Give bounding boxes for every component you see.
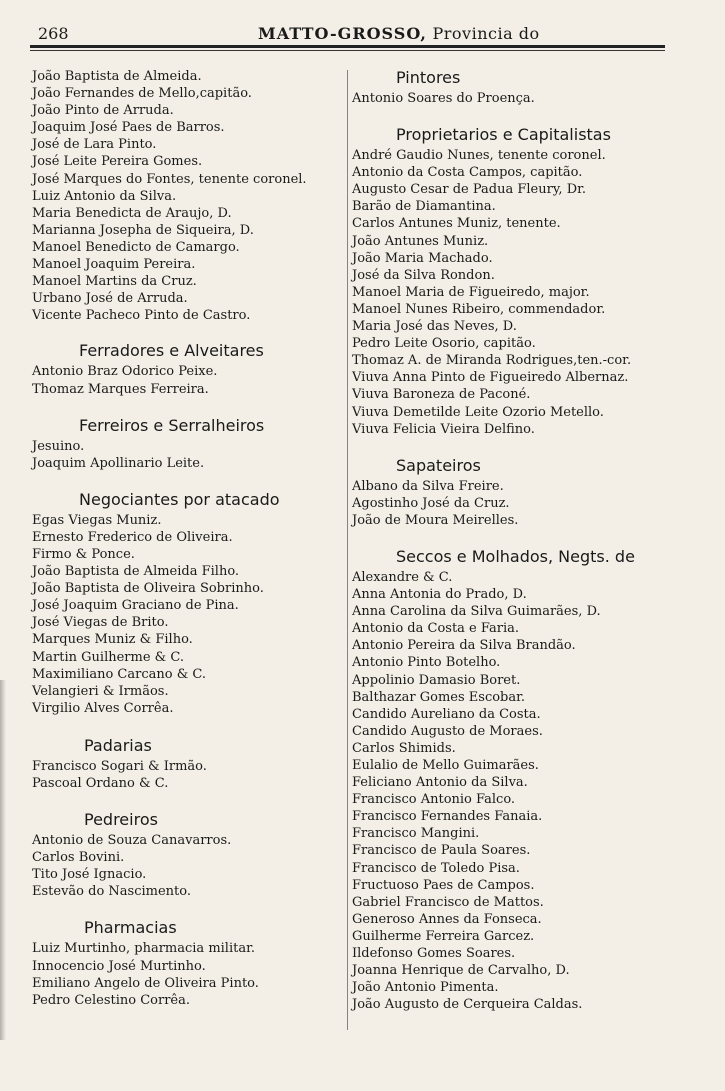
directory-entry: Manoel Benedicto de Camargo.: [32, 239, 240, 255]
directory-entry: Francisco Antonio Falco.: [352, 792, 516, 808]
directory-entry: Maria José das Neves, D.: [352, 319, 517, 335]
directory-entry: Fructuoso Paes de Campos.: [352, 877, 535, 893]
page-number: 268: [38, 24, 69, 43]
directory-entry: Maximiliano Carcano & C.: [32, 666, 207, 682]
directory-entry: João Baptista de Almeida Filho.: [32, 564, 240, 580]
section-heading: Sapateiros: [396, 455, 481, 475]
directory-entry: Tito José Ignacio.: [32, 867, 147, 883]
directory-entry: Manoel Nunes Ribeiro, commendador.: [352, 301, 606, 317]
left-column: [32, 68, 342, 1009]
directory-entry: Francisco de Paula Soares.: [352, 843, 531, 859]
directory-entry: Virgilio Alves Corrêa.: [32, 700, 174, 716]
directory-entry: José da Silva Rondon.: [352, 267, 495, 283]
section-heading: Seccos e Molhados, Negts. de: [396, 546, 635, 566]
page-edge-shadow: [0, 680, 6, 1040]
directory-entry: José Viegas de Brito.: [32, 615, 169, 631]
directory-entry: Francisco Sogari & Irmão.: [32, 758, 207, 774]
directory-entry: Jesuino.: [32, 438, 85, 454]
column-divider: [347, 70, 348, 1030]
directory-entry: Maria Benedicta de Araujo, D.: [32, 205, 232, 221]
directory-entry: Viuva Felicia Vieira Delfino.: [352, 421, 535, 437]
directory-entry: Innocencio José Murtinho.: [32, 958, 206, 974]
header-rule-thick: [30, 45, 665, 48]
section-heading: Ferreiros e Serralheiros: [79, 415, 265, 435]
directory-entry: Barão de Diamantina.: [352, 199, 496, 215]
directory-entry: Joaquim Apollinario Leite.: [32, 455, 205, 471]
directory-entry: Carlos Shimids.: [352, 740, 456, 756]
directory-entry: Urbano José de Arruda.: [32, 291, 188, 307]
directory-entry: Antonio Pereira da Silva Brandão.: [352, 638, 576, 654]
directory-entry: Generoso Annes da Fonseca.: [352, 911, 542, 927]
directory-entry: Antonio de Souza Canavarros.: [32, 833, 232, 849]
directory-entry: Eulalio de Mello Guimarães.: [352, 758, 539, 773]
page-header: [0, 0, 725, 50]
directory-entry: Viuva Demetilde Leite Ozorio Metello.: [352, 404, 604, 420]
directory-entry: Carlos Antunes Muniz, tenente.: [352, 216, 561, 232]
directory-entry: Estevão do Nascimento.: [32, 884, 191, 900]
directory-entry: Egas Viegas Muniz.: [32, 512, 162, 528]
directory-entry: Firmo & Ponce.: [32, 546, 135, 562]
directory-entry: Candido Aureliano da Costa.: [352, 706, 541, 722]
directory-entry: Francisco Mangini.: [352, 826, 480, 842]
directory-entry: Francisco de Toledo Pisa.: [352, 860, 520, 876]
province-name: MATTO-GROSSO,: [258, 24, 427, 43]
section-heading: Ferradores e Alveitares: [79, 341, 264, 361]
directory-entry: Joanna Henrique de Carvalho, D.: [352, 963, 570, 979]
directory-entry: Luiz Antonio da Silva.: [32, 188, 177, 204]
section-heading: Proprietarios e Capitalistas: [396, 125, 611, 145]
directory-entry: Thomaz Marques Ferreira.: [32, 381, 209, 397]
directory-entry: Marques Muniz & Filho.: [32, 632, 193, 648]
directory-entry: Carlos Bovini.: [32, 850, 125, 866]
directory-entry: Ernesto Frederico de Oliveira.: [32, 529, 233, 545]
directory-entry: Balthazar Gomes Escobar.: [352, 689, 526, 705]
directory-entry: Gabriel Francisco de Mattos.: [352, 894, 544, 910]
directory-entry: José Marques do Fontes, tenente coronel.: [32, 171, 307, 187]
section-heading: Pharmacias: [84, 918, 177, 938]
directory-entry: João Maria Machado.: [352, 250, 493, 266]
directory-entry: Pedro Celestino Corrêa.: [32, 992, 191, 1008]
directory-entry: Antonio da Costa Campos, capitão.: [352, 165, 583, 181]
directory-entry: João de Moura Meirelles.: [352, 512, 519, 528]
directory-entry: Agostinho José da Cruz.: [352, 495, 510, 511]
directory-entry: João Antonio Pimenta.: [352, 980, 499, 996]
directory-entry: Alexandre & C.: [352, 569, 453, 585]
directory-entry: José Leite Pereira Gomes.: [32, 154, 203, 170]
directory-entry: Emiliano Angelo de Oliveira Pinto.: [32, 975, 259, 991]
directory-entry: Appolinio Damasio Boret.: [352, 672, 521, 688]
directory-entry: João Baptista de Almeida.: [32, 69, 202, 84]
directory-entry: Pedro Leite Osorio, capitão.: [352, 336, 536, 352]
directory-entry: Candido Augusto de Moraes.: [352, 723, 543, 739]
directory-entry: João Baptista de Oliveira Sobrinho.: [32, 581, 264, 597]
directory-entry: Vicente Pacheco Pinto de Castro.: [32, 308, 251, 324]
section-heading: Negociantes por atacado: [79, 489, 280, 509]
header-rule-thin: [30, 50, 665, 51]
right-column: [352, 68, 670, 1013]
directory-entry: Velangieri & Irmãos.: [32, 683, 169, 699]
directory-entry: Feliciano Antonio da Silva.: [352, 775, 528, 791]
directory-entry: Albano da Silva Freire.: [352, 478, 504, 494]
section-heading: Pedreiros: [84, 810, 158, 830]
directory-entry: Manoel Martins da Cruz.: [32, 274, 197, 290]
directory-entry: João Antunes Muniz.: [352, 233, 489, 249]
running-title: [258, 24, 540, 43]
directory-entry: Antonio Pinto Botelho.: [352, 655, 501, 671]
directory-entry: Antonio Soares do Proença.: [352, 91, 535, 106]
directory-entry: Guilherme Ferreira Garcez.: [352, 928, 535, 944]
directory-entry: Ildefonso Gomes Soares.: [352, 946, 516, 962]
directory-entry: Augusto Cesar de Padua Fleury, Dr.: [352, 182, 587, 198]
directory-entry: João Fernandes de Mello,capitão.: [32, 86, 252, 102]
directory-entry: João Pinto de Arruda.: [32, 103, 174, 119]
directory-entry: Anna Antonia do Prado, D.: [352, 587, 527, 603]
directory-entry: Luiz Murtinho, pharmacia militar.: [32, 941, 256, 957]
directory-entry: Pascoal Ordano & C.: [32, 776, 169, 791]
directory-entry: José de Lara Pinto.: [32, 137, 157, 153]
directory-entry: Antonio Braz Odorico Peixe.: [32, 364, 218, 380]
directory-entry: Marianna Josepha de Siqueira, D.: [32, 222, 254, 238]
directory-entry: Martin Guilherme & C.: [32, 649, 184, 665]
section-heading: Pintores: [396, 68, 461, 87]
running-subtitle: Provincia do: [432, 24, 540, 43]
directory-entry: Viuva Anna Pinto de Figueiredo Albernaz.: [352, 370, 629, 386]
directory-entry: André Gaudio Nunes, tenente coronel.: [352, 148, 606, 164]
directory-entry: João Augusto de Cerqueira Caldas.: [352, 997, 583, 1013]
section-heading: Padarias: [84, 735, 152, 755]
directory-entry: Manoel Joaquim Pereira.: [32, 257, 196, 273]
directory-entry: Manoel Maria de Figueiredo, major.: [352, 284, 590, 300]
directory-entry: José Joaquim Graciano de Pina.: [32, 598, 239, 614]
directory-entry: Antonio da Costa e Faria.: [352, 621, 520, 637]
directory-entry: Thomaz A. de Miranda Rodrigues,ten.-cor.: [352, 353, 632, 369]
directory-entry: Francisco Fernandes Fanaia.: [352, 809, 543, 825]
directory-entry: Joaquim José Paes de Barros.: [32, 120, 225, 136]
directory-entry: Viuva Baroneza de Paconé.: [352, 387, 531, 403]
directory-entry: Anna Carolina da Silva Guimarães, D.: [352, 604, 601, 620]
